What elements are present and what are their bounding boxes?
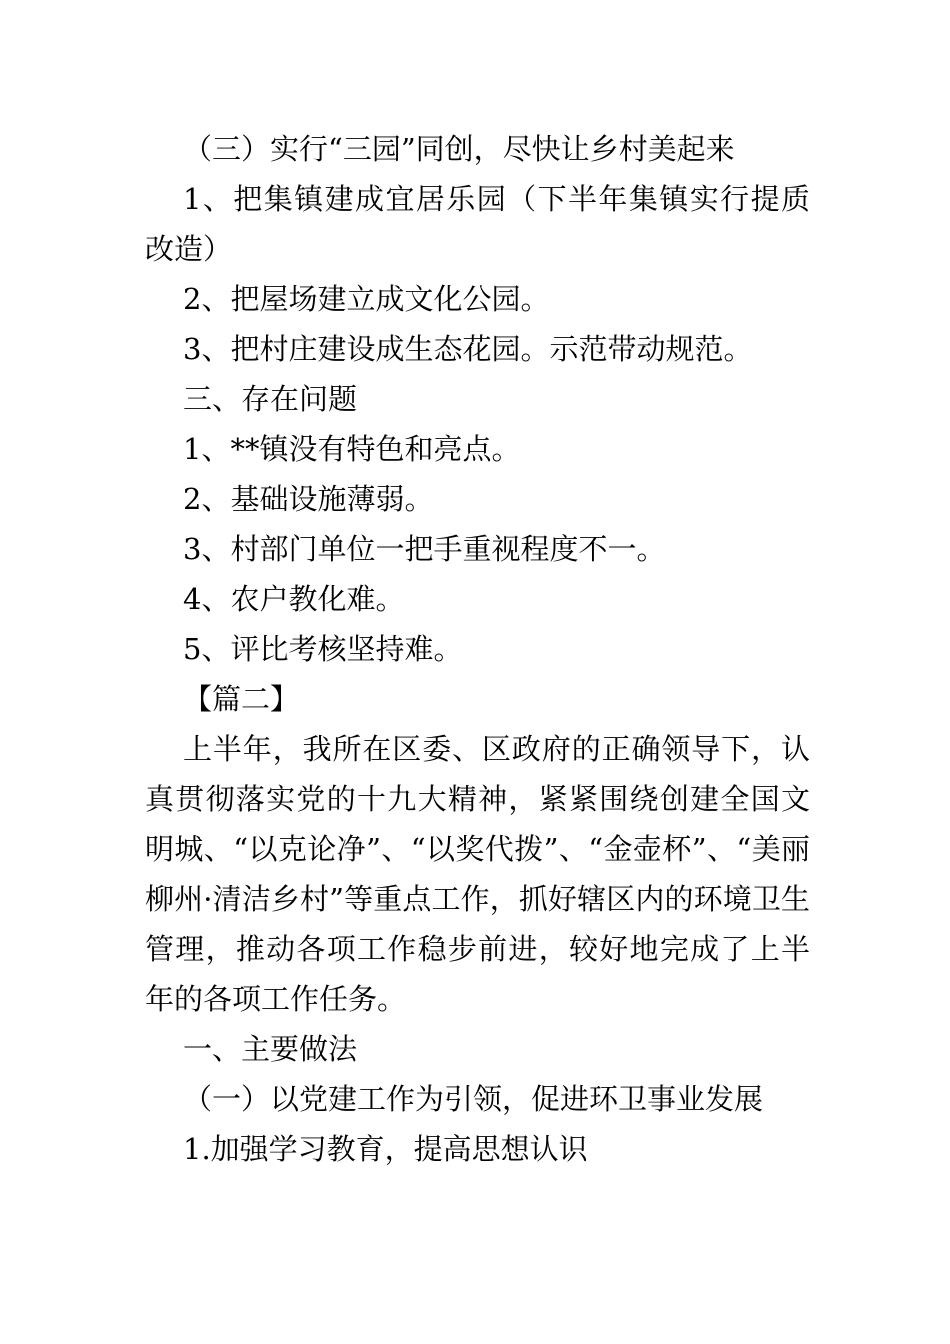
chapter-heading-part-two: 【篇二】 xyxy=(183,682,300,716)
body-paragraph: 上半年，我所在区委、区政府的正确领导下，认真贯彻落实党的十九大精神，紧紧围绕创建全国文明城、“以克论净”、“以奖代拨”、“金壶杯”、“美丽柳州·清洁乡村”等重点工作，抓好辖区内的环境卫生管理，推动各项工作稳步前进，较好地完成了上半年的各项工作任务。 xyxy=(145,732,810,1016)
list-item: 3、村部门单位一把手重视程度不一。 xyxy=(183,532,666,566)
list-item: 1、**镇没有特色和亮点。 xyxy=(183,432,521,466)
document-body xyxy=(145,124,810,1174)
list-item: 1、把集镇建成宜居乐园（下半年集镇实行提质改造） xyxy=(145,182,810,266)
list-item: 4、农户教化难。 xyxy=(183,582,405,616)
subsection-heading-party-building: （一）以党建工作为引领，促进环卫事业发展 xyxy=(183,1082,764,1116)
section-heading-three-gardens: （三）实行“三园”同创，尽快让乡村美起来 xyxy=(183,132,735,166)
section-heading-problems: 三、存在问题 xyxy=(183,382,358,416)
list-item: 2、基础设施薄弱。 xyxy=(183,482,434,516)
section-heading-main-practices: 一、主要做法 xyxy=(183,1032,358,1066)
list-item: 1.加强学习教育，提高思想认识 xyxy=(183,1132,588,1166)
list-item: 3、把村庄建设成生态花园。示范带动规范。 xyxy=(183,332,753,366)
list-item: 5、评比考核坚持难。 xyxy=(183,632,463,666)
list-item: 2、把屋场建立成文化公园。 xyxy=(183,282,550,316)
